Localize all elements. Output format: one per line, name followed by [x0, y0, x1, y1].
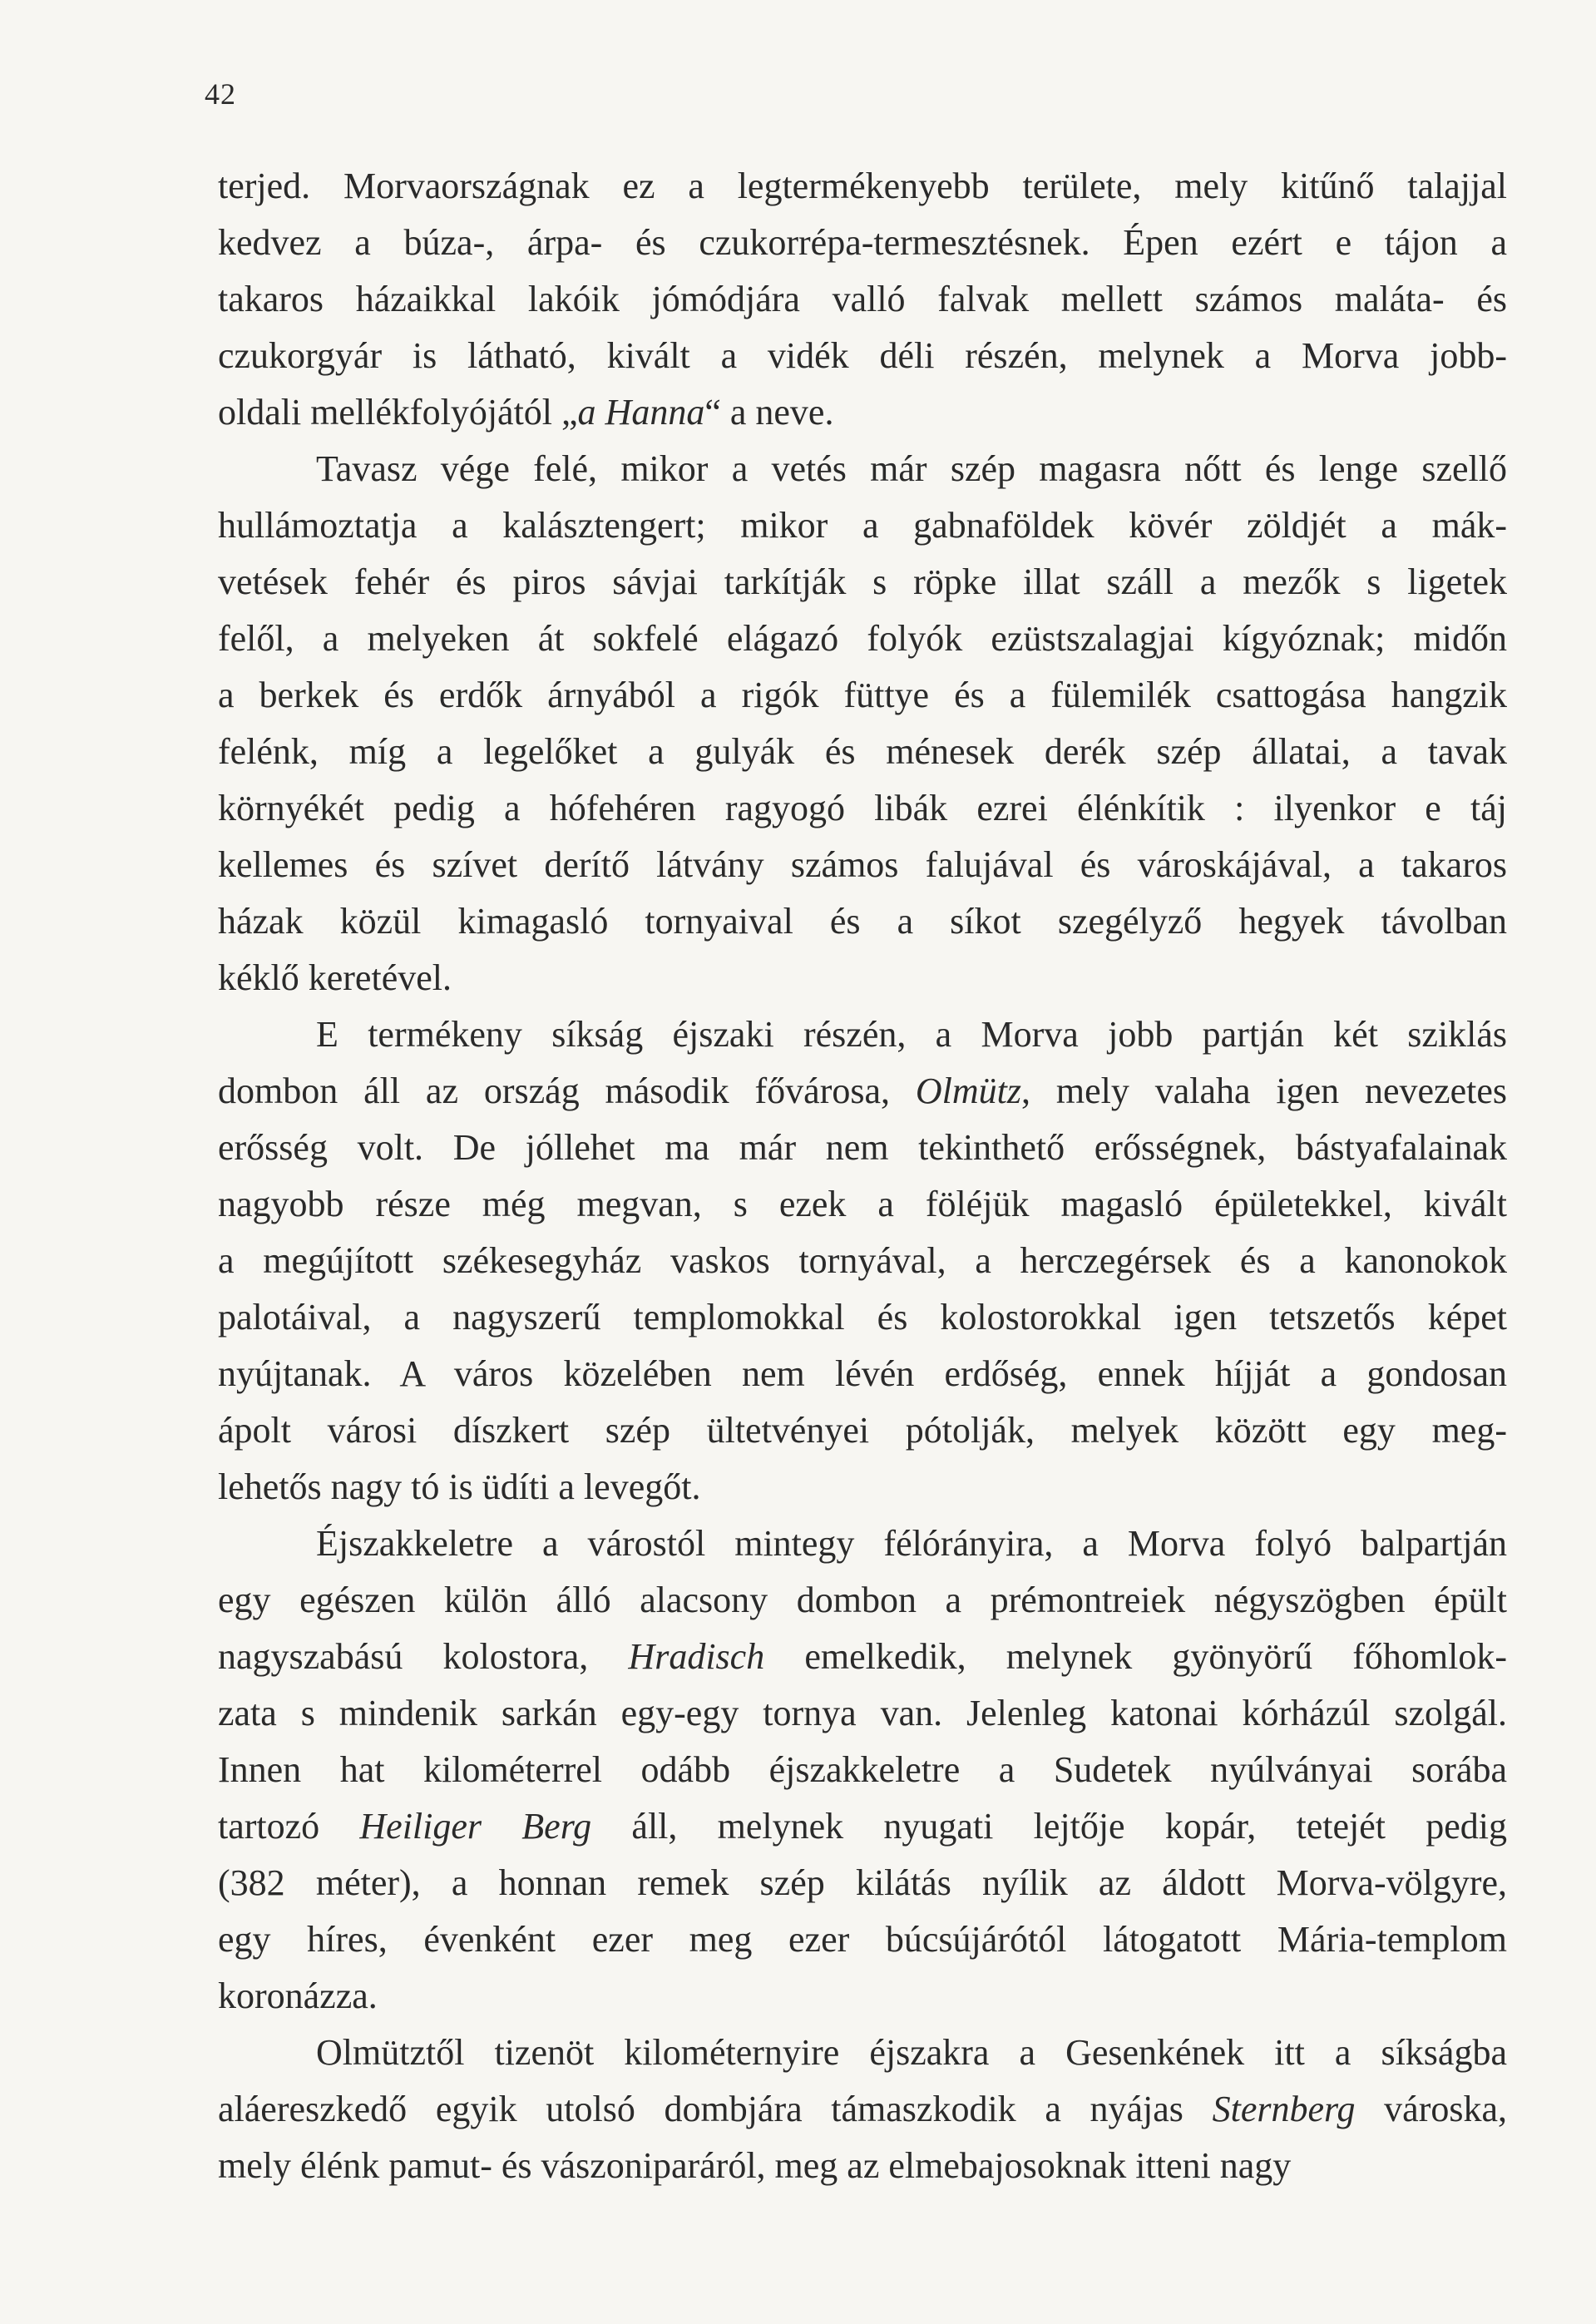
text-body	[218, 158, 1507, 2194]
text-run: nagyobb része még megvan, s ezek a föléjük magasló épületekkel, kivált	[218, 1184, 1507, 1224]
text-run: nyújtanak. A város közelében nem lévén erdőség, ennek híjját a gondosan	[218, 1353, 1507, 1394]
text-line	[218, 1798, 1507, 1855]
text-run: felől, a melyeken át sokfelé elágazó folyók ezüstszalagjai kígyóznak; midőn	[218, 618, 1507, 659]
text-line	[218, 893, 1507, 950]
text-run: E termékeny síkság éjszaki részén, a Morva jobb partján két sziklás	[316, 1014, 1507, 1055]
text-line	[218, 1346, 1507, 1402]
text-line	[218, 724, 1507, 780]
text-run: Éjszakkeletre a várostól mintegy félórányira, a Morva folyó balpartján	[316, 1523, 1507, 1564]
text-run: nagyszabású kolostora,	[218, 1636, 629, 1677]
text-line	[218, 1289, 1507, 1346]
text-run: házak közül kimagasló tornyaival és a síkot szegélyző hegyek távolban	[218, 901, 1507, 942]
text-run: , mely valaha igen nevezetes	[1021, 1071, 1507, 1111]
text-run: a megújított székesegyház vaskos tornyával, a herczegérsek és a kanonokok	[218, 1240, 1507, 1281]
text-line	[218, 611, 1507, 667]
text-run: tartozó	[218, 1806, 360, 1847]
text-run: erősség volt. De jóllehet ma már nem tekinthető erősségnek, bástyafalainak	[218, 1127, 1507, 1168]
text-run: vetések fehér és piros sávjai tarkítják s röpke illat száll a mezők s ligetek	[218, 561, 1507, 602]
italic-name: Heiliger Berg	[359, 1806, 592, 1847]
text-run: kéklő keretével.	[218, 957, 452, 998]
text-line	[218, 1176, 1507, 1233]
text-line	[218, 497, 1507, 554]
text-run: takaros házaikkal lakóik jómódjára valló falvak mellett számos maláta- és	[218, 279, 1507, 319]
text-line	[218, 1911, 1507, 1968]
text-line	[218, 554, 1507, 611]
text-line	[218, 1855, 1507, 1911]
text-line	[218, 1516, 1507, 1572]
text-line	[218, 441, 1507, 497]
text-line	[218, 2138, 1507, 2194]
paragraph	[218, 158, 1507, 441]
paragraph	[218, 1516, 1507, 2025]
italic-name: Sternberg	[1212, 2089, 1356, 2129]
text-line	[218, 1742, 1507, 1798]
text-run: aláereszkedő egyik utolsó dombjára támaszkodik a nyájas	[218, 2089, 1213, 2129]
text-run: egy híres, évenként ezer meg ezer búcsújárótól látogatott Mária-templom	[218, 1919, 1507, 1960]
text-line	[218, 1572, 1507, 1629]
text-line	[218, 950, 1507, 1006]
text-line	[218, 837, 1507, 893]
text-line	[218, 1063, 1507, 1120]
text-line	[218, 1120, 1507, 1176]
text-run: oldali mellékfolyójától „	[218, 392, 578, 433]
text-line	[218, 1402, 1507, 1459]
text-run: palotáival, a nagyszerű templomokkal és kolostorokkal igen tetszetős képet	[218, 1297, 1507, 1338]
text-run: kellemes és szívet derítő látvány számos falujával és városkájával, a takaros	[218, 844, 1507, 885]
text-run: czukorgyár is látható, kivált a vidék déli részén, melynek a Morva jobb-	[218, 335, 1507, 376]
page-number: 42	[205, 77, 236, 111]
text-run: emelkedik, melynek gyönyörű főhomlok-	[764, 1636, 1507, 1677]
text-run: Innen hat kilométerrel odább éjszakkeletre a Sudetek nyúlványai sorába	[218, 1749, 1507, 1790]
paragraph	[218, 1006, 1507, 1516]
text-run: ápolt városi díszkert szép ültetvényei pótolják, melyek között egy meg-	[218, 1410, 1507, 1451]
text-run: áll, melynek nyugati lejtője kopár, tetejét pedig	[591, 1806, 1507, 1847]
text-run: “ a neve.	[704, 392, 834, 433]
text-run: terjed. Morvaországnak ez a legtermékenyebb területe, mely kitűnő talajjal	[218, 166, 1507, 206]
text-run: városka,	[1355, 2089, 1507, 2129]
text-run: kedvez a búza-, árpa- és czukorrépa-termesztésnek. Épen ezért e tájon a	[218, 222, 1507, 263]
text-run: környékét pedig a hófehéren ragyogó libák ezrei élénkítik : ilyenkor e táj	[218, 788, 1507, 828]
text-run: egy egészen külön álló alacsony dombon a prémontreiek négyszögben épült	[218, 1580, 1507, 1620]
text-run: koronázza.	[218, 1975, 378, 2016]
text-line	[218, 1629, 1507, 1685]
text-line	[218, 780, 1507, 837]
text-line	[218, 1233, 1507, 1289]
italic-name: Hradisch	[628, 1636, 765, 1677]
text-run: (382 méter), a honnan remek szép kilátás nyílik az áldott Morva-völgyre,	[218, 1862, 1507, 1903]
text-run: felénk, míg a legelőket a gulyák és ménesek derék szép állatai, a tavak	[218, 731, 1507, 772]
paragraph	[218, 441, 1507, 1006]
text-run: dombon áll az ország második fővárosa,	[218, 1071, 916, 1111]
text-line	[218, 271, 1507, 328]
text-line	[218, 2081, 1507, 2138]
text-line	[218, 384, 1507, 441]
italic-name: a Hanna	[577, 392, 705, 433]
paragraph	[218, 2025, 1507, 2194]
text-line	[218, 667, 1507, 724]
text-line	[218, 2025, 1507, 2081]
text-line	[218, 328, 1507, 384]
text-line	[218, 158, 1507, 215]
text-line	[218, 1459, 1507, 1516]
text-line	[218, 215, 1507, 271]
italic-name: Olmütz	[915, 1071, 1021, 1111]
text-run: Tavasz vége felé, mikor a vetés már szép magasra nőtt és lenge szellő	[316, 448, 1507, 489]
text-line	[218, 1006, 1507, 1063]
text-line	[218, 1968, 1507, 2025]
text-run: a berkek és erdők árnyából a rigók füttye és a fülemilék csattogása hangzik	[218, 675, 1507, 715]
text-run: mely élénk pamut- és vászoniparáról, meg az elmebajosoknak itteni nagy	[218, 2145, 1292, 2186]
text-run: Olmütztől tizenöt kilométernyire éjszakra a Gesenkének itt a síkságba	[316, 2032, 1507, 2073]
text-run: hullámoztatja a kalásztengert; mikor a gabnaföldek kövér zöldjét a mák-	[218, 505, 1507, 546]
text-run: lehetős nagy tó is üdíti a levegőt.	[218, 1466, 701, 1507]
text-line	[218, 1685, 1507, 1742]
text-run: zata s mindenik sarkán egy-egy tornya van. Jelenleg katonai kórházúl szolgál.	[218, 1693, 1507, 1733]
